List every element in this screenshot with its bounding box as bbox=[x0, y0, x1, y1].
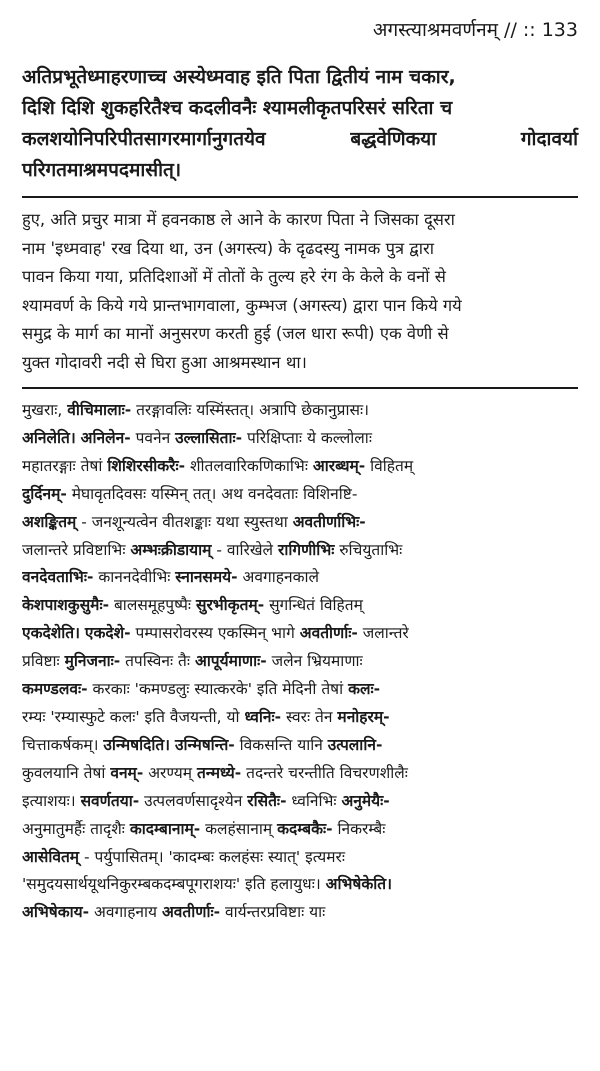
gloss-text: शीतलवारिकणिकाभिः bbox=[185, 456, 313, 475]
headword: स्नानसमये- bbox=[175, 568, 238, 587]
gloss-text: - जनशून्यत्वेन वीतशङ्काः यथा स्युस्तथा bbox=[76, 512, 293, 531]
gloss-text: वार्यन्तरप्रविष्टाः याः bbox=[220, 903, 326, 922]
commentary-line bbox=[22, 453, 578, 481]
translation-line: समुद्र के मार्ग का मानों अनुसरण करती हुई (जल धारा रूपी) एक वेणी से bbox=[22, 324, 449, 343]
headword: आरब्धम्- bbox=[312, 456, 366, 475]
commentary-line bbox=[22, 481, 578, 509]
commentary-line bbox=[22, 592, 578, 620]
headword: कमण्डलवः- bbox=[22, 680, 88, 699]
headword: अनिलेति। bbox=[22, 428, 76, 447]
gloss-text: अनुमातुमर्हैः तादृशैः bbox=[22, 819, 130, 838]
gloss-text: स्वरः तेन bbox=[281, 707, 338, 726]
headword: आपूर्यमाणाः- bbox=[194, 652, 267, 671]
headword: कादम्बानाम्- bbox=[129, 819, 201, 838]
headword: वीचिमालाः- bbox=[67, 401, 132, 419]
commentary-line bbox=[22, 816, 578, 844]
gloss-text: करकाः 'कमण्डलुः स्यात्करके' इति मेदिनी तेषां bbox=[87, 680, 349, 699]
headword: मनोहरम्- bbox=[337, 707, 390, 726]
headword: रसितैः- bbox=[247, 791, 287, 810]
verse-line: दिशि दिशि शुकहरितैश्च कदलीवनैः श्यामलीकृतपरिसरं सरिता च bbox=[22, 97, 453, 119]
translation-line: नाम 'इध्मवाह' रख दिया था, उन (अगस्त्य) के दृढदस्यु नामक पुत्र द्वारा bbox=[22, 238, 435, 258]
gloss-text: 'समुदयसार्थयूथनिकुरम्बकदम्बपूगराशयः' इति हलायुधः। bbox=[22, 875, 326, 894]
gloss-text: - वारिखेले bbox=[211, 540, 278, 559]
translation-line: श्यामवर्ण के किये गये प्रान्तभागवाला, कुम्भज (अगस्त्य) द्वारा पान किये गये bbox=[22, 295, 462, 315]
gloss-text: अवगाहनाय bbox=[89, 903, 162, 922]
gloss-text: उत्पलवर्णसादृश्येन bbox=[139, 791, 248, 810]
gloss-text: कुवलयानि तेषां bbox=[22, 763, 111, 782]
headword: उल्लासिताः- bbox=[175, 428, 243, 447]
gloss-text: विहितम् bbox=[365, 456, 414, 475]
headword: मुनिजनाः- bbox=[64, 652, 121, 671]
commentary-line bbox=[22, 397, 578, 425]
headword: आसेवितम् bbox=[22, 847, 80, 866]
gloss-text: परिक्षिप्ताः ये कल्लोलाः bbox=[242, 428, 372, 447]
headword: उत्पलानि- bbox=[327, 735, 383, 754]
gloss-text: बालसमूहपुष्पैः bbox=[109, 596, 196, 615]
gloss-text: मेघावृतदिवसः यस्मिन् तत्। अथ वनदेवताः विशिनष्टि- bbox=[66, 484, 358, 503]
headword: कलः- bbox=[348, 680, 381, 699]
verse-line: परिगतमाश्रमपदमासीत्। bbox=[22, 159, 182, 181]
commentary-line bbox=[22, 537, 578, 565]
verse-line: कलशयोनिपरिपीतसागरमार्गानुगतयेव बद्धवेणिकया गोदावर्या bbox=[22, 128, 578, 150]
commentary-line bbox=[22, 788, 578, 816]
headword: अम्भःक्रीडायाम् bbox=[130, 540, 212, 559]
headword: अवतीर्णाभिः- bbox=[292, 512, 366, 531]
divider bbox=[22, 387, 578, 389]
gloss-text: इत्याशयः। bbox=[22, 791, 81, 810]
gloss-text: अवगाहनकाले bbox=[237, 568, 319, 587]
gloss-text: ध्वनिभिः bbox=[286, 791, 342, 810]
headword: उन्मिषन्ति- bbox=[175, 735, 235, 754]
gloss-text: जलान्तरे प्रविष्टाभिः bbox=[22, 540, 131, 559]
headword: एकदेशेति। bbox=[22, 624, 80, 643]
headword: वनदेवताभिः- bbox=[22, 568, 94, 587]
gloss-text: तपस्विनः तैः bbox=[120, 652, 195, 671]
gloss-text: सुगन्धितं विहितम् bbox=[264, 596, 363, 615]
gloss-text: तरङ्गावलिः यस्मिंस्तत्। अत्रापि छेकानुप्रासः। bbox=[131, 401, 369, 419]
gloss-text: विकसन्ति यानि bbox=[234, 735, 328, 754]
sanskrit-verse bbox=[22, 62, 578, 186]
headword: अवतीर्णाः- bbox=[161, 903, 221, 922]
commentary-line bbox=[22, 871, 578, 899]
sanskrit-commentary bbox=[22, 397, 578, 927]
headword: अनिलेन- bbox=[80, 428, 131, 447]
headword: केशपाशकुसुमैः- bbox=[22, 596, 110, 615]
gloss-text: मुखराः, bbox=[22, 401, 68, 419]
gloss-text: जलेन भ्रियमाणाः bbox=[266, 652, 363, 671]
gloss-text: जलान्तरे bbox=[357, 624, 409, 643]
translation-line: पावन किया गया, प्रतिदिशाओं में तोतों के तुल्य हरे रंग के केले के वनों से bbox=[22, 267, 446, 286]
headword: सुरभीकृतम्- bbox=[195, 596, 265, 615]
divider bbox=[22, 196, 578, 198]
commentary-line bbox=[22, 844, 578, 872]
gloss-text: निकरम्बैः bbox=[332, 819, 386, 838]
headword: अनुमेयैः- bbox=[341, 791, 390, 810]
commentary-line bbox=[22, 509, 578, 537]
headword: सवर्णतया- bbox=[80, 791, 140, 810]
headword: कदम्बकैः- bbox=[277, 819, 333, 838]
translation-line: युक्त गोदावरी नदी से घिरा हुआ आश्रमस्थान था। bbox=[22, 352, 307, 372]
headword: अशङ्कितम् bbox=[22, 512, 77, 531]
commentary-line bbox=[22, 899, 578, 927]
commentary-line bbox=[22, 760, 578, 788]
gloss-text: तदन्तरे चरन्तीति विचरणशीलैः bbox=[241, 763, 408, 782]
headword: वनम्- bbox=[110, 763, 144, 782]
hindi-translation bbox=[22, 206, 578, 377]
commentary-line bbox=[22, 732, 578, 760]
commentary-line bbox=[22, 704, 578, 732]
commentary-line bbox=[22, 425, 578, 453]
gloss-text: पवनेन bbox=[130, 428, 176, 447]
headword: तन्मध्ये- bbox=[196, 763, 242, 782]
headword: शिशिरसीकरैः- bbox=[107, 456, 186, 475]
gloss-text: महातरङ्गाः तेषां bbox=[22, 456, 108, 475]
headword: ध्वनिः- bbox=[244, 707, 282, 726]
headword: अभिषेकेति। bbox=[325, 875, 392, 894]
gloss-text: रम्यः 'रम्यास्फुटे कलः' इति वैजयन्ती, यो bbox=[22, 707, 245, 726]
headword: उन्मिषदिति। bbox=[103, 735, 171, 754]
commentary-line bbox=[22, 620, 578, 648]
headword: अवतीर्णाः- bbox=[299, 624, 358, 643]
translation-line: हुए, अति प्रचुर मात्रा में हवनकाष्ठ ले आने के कारण पिता ने जिसका दूसरा bbox=[22, 210, 455, 229]
gloss-text: चित्ताकर्षकम्। bbox=[22, 735, 104, 754]
gloss-text: रुचियुताभिः bbox=[334, 540, 403, 559]
running-title: अगस्त्याश्रमवर्णनम् // :: 133 bbox=[372, 19, 578, 41]
headword: एकदेशे- bbox=[84, 624, 131, 643]
headword: दुर्दिनम्- bbox=[22, 484, 67, 503]
gloss-text: काननदेवीभिः bbox=[93, 568, 176, 587]
commentary-line bbox=[22, 564, 578, 592]
gloss-text: - पर्युपासितम्। 'कादम्बः कलहंसः स्यात्' इत्यमरः bbox=[79, 847, 345, 866]
gloss-text: पम्पासरोवरस्य एकस्मिन् भागे bbox=[130, 624, 300, 643]
gloss-text: प्रविष्टाः bbox=[22, 652, 65, 671]
headword: रागिणीभिः bbox=[277, 540, 335, 559]
gloss-text: कलहंसानाम् bbox=[200, 819, 278, 838]
commentary-line bbox=[22, 648, 578, 676]
commentary-line bbox=[22, 676, 578, 704]
gloss-text: अरण्यम् bbox=[143, 763, 197, 782]
headword: अभिषेकाय- bbox=[22, 903, 90, 922]
running-header bbox=[22, 0, 578, 62]
verse-line: अतिप्रभूतेध्माहरणाच्च अस्येध्मवाह इति पिता द्वितीयं नाम चकार, bbox=[22, 66, 456, 88]
